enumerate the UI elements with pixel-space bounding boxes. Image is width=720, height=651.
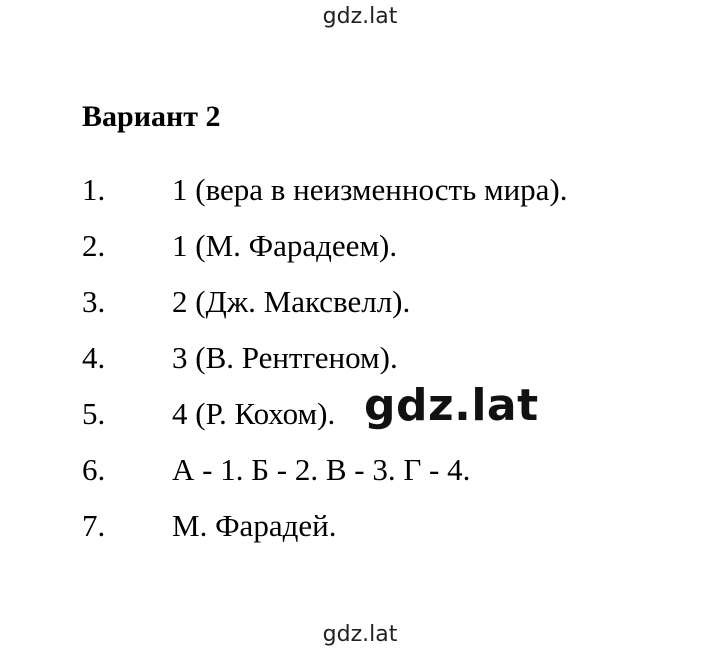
answer-text: М. Фарадей. xyxy=(172,508,337,543)
answer-row xyxy=(82,450,568,506)
answer-row xyxy=(82,506,568,562)
answer-text: 1 (вера в неизменность мира). xyxy=(172,172,568,207)
watermark-bottom: gdz.lat xyxy=(322,622,398,647)
watermark-top: gdz.lat xyxy=(322,4,398,29)
answer-list xyxy=(82,170,568,562)
answer-number: 5. xyxy=(82,396,106,431)
answer-number: 2. xyxy=(82,228,106,263)
answer-number: 6. xyxy=(82,452,106,487)
answer-text: 3 (В. Рентгеном). xyxy=(172,340,398,375)
watermark-middle: gdz.lat xyxy=(364,380,539,431)
answer-number: 4. xyxy=(82,340,106,375)
answer-row xyxy=(82,170,568,226)
answer-number: 7. xyxy=(82,508,106,543)
answer-row xyxy=(82,226,568,282)
answer-text: А - 1. Б - 2. В - 3. Г - 4. xyxy=(172,452,471,487)
answer-number: 3. xyxy=(82,284,106,319)
answer-number: 1. xyxy=(82,172,106,207)
answer-text: 1 (М. Фарадеем). xyxy=(172,228,398,263)
page-title: Вариант 2 xyxy=(82,100,221,133)
answer-text: 4 (Р. Кохом). xyxy=(172,396,336,431)
answer-row xyxy=(82,282,568,338)
answer-text: 2 (Дж. Максвелл). xyxy=(172,284,411,319)
